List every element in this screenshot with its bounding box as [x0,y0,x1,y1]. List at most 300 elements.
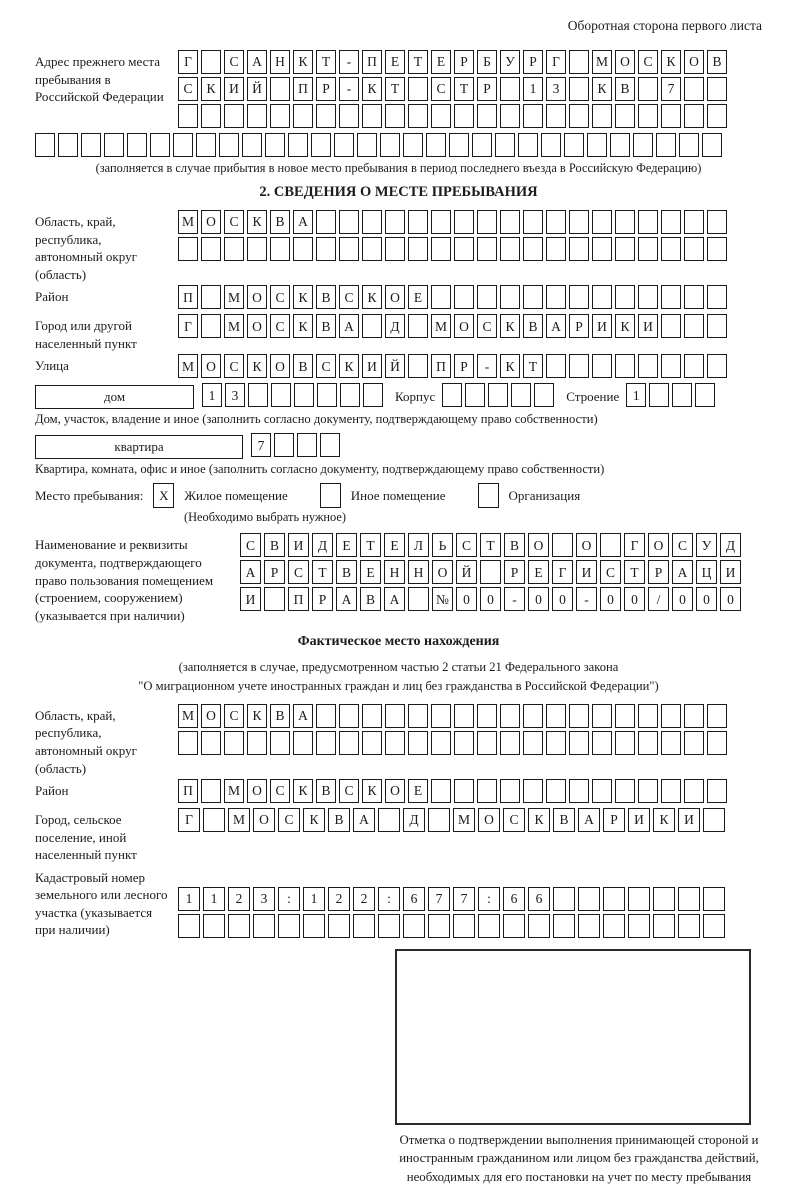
char-cell[interactable] [615,104,635,128]
char-cell[interactable] [408,77,428,101]
char-cell[interactable] [477,210,497,234]
char-cell[interactable] [454,237,474,261]
char-cell[interactable] [603,887,625,911]
char-cell[interactable] [357,133,377,157]
char-cell[interactable] [454,210,474,234]
char-cell[interactable] [628,914,650,938]
char-cell[interactable]: М [228,808,250,832]
char-cell[interactable]: И [638,314,658,338]
char-cell[interactable]: 0 [600,587,621,611]
char-cell[interactable] [684,354,704,378]
char-cell[interactable]: К [339,354,359,378]
char-cell[interactable]: О [528,533,549,557]
char-cell[interactable]: В [316,314,336,338]
char-cell[interactable] [546,237,566,261]
char-cell[interactable]: Т [360,533,381,557]
char-cell[interactable]: Б [477,50,497,74]
char-cell[interactable]: А [293,210,313,234]
char-cell[interactable] [523,104,543,128]
char-cell[interactable]: Т [523,354,543,378]
char-cell[interactable] [81,133,101,157]
char-cell[interactable] [546,104,566,128]
char-cell[interactable]: К [247,704,267,728]
char-cell[interactable] [362,210,382,234]
char-cell[interactable] [638,779,658,803]
char-cell[interactable] [615,237,635,261]
char-cell[interactable] [449,133,469,157]
char-cell[interactable]: 1 [303,887,325,911]
char-cell[interactable]: 3 [546,77,566,101]
char-cell[interactable] [569,210,589,234]
char-cell[interactable]: 1 [178,887,200,911]
char-cell[interactable]: С [316,354,336,378]
char-cell[interactable]: А [672,560,693,584]
char-cell[interactable] [454,779,474,803]
char-cell[interactable] [592,704,612,728]
char-cell[interactable]: И [592,314,612,338]
char-cell[interactable] [638,354,658,378]
char-cell[interactable]: 0 [552,587,573,611]
char-cell[interactable]: В [553,808,575,832]
char-cell[interactable]: Р [264,560,285,584]
char-cell[interactable] [385,210,405,234]
char-cell[interactable] [316,104,336,128]
char-cell[interactable]: С [339,285,359,309]
char-cell[interactable] [339,237,359,261]
char-cell[interactable]: С [278,808,300,832]
char-cell[interactable] [615,704,635,728]
char-cell[interactable] [253,914,275,938]
char-cell[interactable] [707,704,727,728]
char-cell[interactable]: В [316,779,336,803]
char-cell[interactable] [362,237,382,261]
char-cell[interactable]: 2 [353,887,375,911]
char-cell[interactable] [293,237,313,261]
char-cell[interactable] [472,133,492,157]
char-cell[interactable] [58,133,78,157]
char-cell[interactable]: Г [546,50,566,74]
char-cell[interactable]: У [500,50,520,74]
char-cell[interactable]: М [224,285,244,309]
char-cell[interactable] [178,914,200,938]
char-cell[interactable]: С [270,314,290,338]
char-cell[interactable] [270,237,290,261]
char-cell[interactable] [569,77,589,101]
char-cell[interactable]: С [288,560,309,584]
char-cell[interactable] [695,383,715,407]
char-cell[interactable]: И [240,587,261,611]
char-cell[interactable] [703,914,725,938]
char-cell[interactable] [271,383,291,407]
char-cell[interactable]: 6 [528,887,550,911]
char-cell[interactable] [592,779,612,803]
char-cell[interactable] [288,133,308,157]
char-cell[interactable]: И [720,560,741,584]
char-cell[interactable] [316,704,336,728]
char-cell[interactable] [679,133,699,157]
char-cell[interactable]: К [293,314,313,338]
char-cell[interactable] [684,237,704,261]
char-cell[interactable] [707,731,727,755]
char-cell[interactable] [649,383,669,407]
char-cell[interactable]: К [653,808,675,832]
char-cell[interactable] [201,237,221,261]
char-cell[interactable] [408,104,428,128]
char-cell[interactable] [600,533,621,557]
char-cell[interactable] [684,210,704,234]
char-cell[interactable] [615,779,635,803]
char-cell[interactable]: Г [624,533,645,557]
char-cell[interactable]: Р [454,354,474,378]
char-cell[interactable]: К [500,354,520,378]
char-cell[interactable] [378,808,400,832]
char-cell[interactable]: О [576,533,597,557]
char-cell[interactable] [201,314,221,338]
char-cell[interactable]: С [270,779,290,803]
char-cell[interactable]: П [362,50,382,74]
char-cell[interactable] [592,210,612,234]
char-cell[interactable] [454,731,474,755]
char-cell[interactable] [178,104,198,128]
char-cell[interactable] [578,887,600,911]
char-cell[interactable]: 1 [203,887,225,911]
char-cell[interactable]: С [672,533,693,557]
char-cell[interactable] [488,383,508,407]
char-cell[interactable] [592,731,612,755]
char-cell[interactable] [316,731,336,755]
char-cell[interactable] [678,914,700,938]
char-cell[interactable] [385,104,405,128]
char-cell[interactable] [684,704,704,728]
char-cell[interactable] [638,237,658,261]
char-cell[interactable] [264,587,285,611]
char-cell[interactable] [320,433,340,457]
char-cell[interactable] [500,104,520,128]
char-cell[interactable] [661,314,681,338]
char-cell[interactable]: К [500,314,520,338]
char-cell[interactable] [201,50,221,74]
checkbox-zhiloe[interactable]: X [153,483,174,508]
char-cell[interactable]: 0 [480,587,501,611]
char-cell[interactable] [661,237,681,261]
char-cell[interactable] [523,731,543,755]
char-cell[interactable] [428,808,450,832]
char-cell[interactable]: С [339,779,359,803]
char-cell[interactable] [201,731,221,755]
char-cell[interactable]: Г [552,560,573,584]
char-cell[interactable]: П [288,587,309,611]
char-cell[interactable] [534,383,554,407]
char-cell[interactable] [247,731,267,755]
char-cell[interactable]: Т [624,560,645,584]
char-cell[interactable]: № [432,587,453,611]
char-cell[interactable] [408,237,428,261]
char-cell[interactable]: К [362,779,382,803]
char-cell[interactable] [408,731,428,755]
char-cell[interactable]: О [201,210,221,234]
char-cell[interactable]: Т [408,50,428,74]
char-cell[interactable]: Р [648,560,669,584]
char-cell[interactable]: О [247,314,267,338]
char-cell[interactable] [403,914,425,938]
char-cell[interactable]: К [247,354,267,378]
char-cell[interactable]: Ь [432,533,453,557]
char-cell[interactable]: Е [408,779,428,803]
char-cell[interactable]: К [528,808,550,832]
char-cell[interactable] [127,133,147,157]
char-cell[interactable]: К [661,50,681,74]
char-cell[interactable]: О [247,285,267,309]
char-cell[interactable] [428,914,450,938]
char-cell[interactable]: Г [178,314,198,338]
char-cell[interactable]: В [336,560,357,584]
char-cell[interactable]: О [247,779,267,803]
char-cell[interactable] [242,133,262,157]
char-cell[interactable]: О [478,808,500,832]
char-cell[interactable] [201,104,221,128]
char-cell[interactable]: Н [384,560,405,584]
char-cell[interactable] [353,914,375,938]
char-cell[interactable]: Е [336,533,357,557]
char-cell[interactable]: - [576,587,597,611]
char-cell[interactable]: В [316,285,336,309]
char-cell[interactable] [477,285,497,309]
char-cell[interactable]: - [339,50,359,74]
char-cell[interactable]: 1 [626,383,646,407]
char-cell[interactable] [334,133,354,157]
char-cell[interactable]: Т [316,50,336,74]
char-cell[interactable]: С [638,50,658,74]
char-cell[interactable]: В [504,533,525,557]
char-cell[interactable]: Г [178,50,198,74]
char-cell[interactable]: В [270,704,290,728]
char-cell[interactable] [477,731,497,755]
char-cell[interactable]: П [293,77,313,101]
char-cell[interactable] [569,779,589,803]
char-cell[interactable] [294,383,314,407]
char-cell[interactable]: А [578,808,600,832]
char-cell[interactable] [569,285,589,309]
char-cell[interactable] [707,237,727,261]
char-cell[interactable]: В [360,587,381,611]
char-cell[interactable] [339,704,359,728]
checkbox-inoe[interactable] [320,483,341,508]
char-cell[interactable]: Й [456,560,477,584]
char-cell[interactable] [178,731,198,755]
char-cell[interactable] [703,808,725,832]
char-cell[interactable]: О [270,354,290,378]
char-cell[interactable]: Р [504,560,525,584]
char-cell[interactable] [569,704,589,728]
char-cell[interactable] [500,77,520,101]
char-cell[interactable]: 2 [328,887,350,911]
char-cell[interactable] [672,383,692,407]
char-cell[interactable]: В [293,354,313,378]
char-cell[interactable] [707,314,727,338]
char-cell[interactable] [684,314,704,338]
char-cell[interactable]: О [454,314,474,338]
char-cell[interactable]: П [178,779,198,803]
char-cell[interactable] [546,285,566,309]
char-cell[interactable]: 3 [253,887,275,911]
char-cell[interactable]: А [353,808,375,832]
char-cell[interactable]: А [293,704,313,728]
char-cell[interactable] [339,104,359,128]
char-cell[interactable] [592,104,612,128]
char-cell[interactable] [362,731,382,755]
char-cell[interactable]: М [178,354,198,378]
char-cell[interactable]: 2 [228,887,250,911]
char-cell[interactable]: Р [316,77,336,101]
char-cell[interactable] [385,704,405,728]
char-cell[interactable]: И [678,808,700,832]
char-cell[interactable] [638,77,658,101]
char-cell[interactable] [426,133,446,157]
char-cell[interactable] [431,704,451,728]
char-cell[interactable]: 7 [428,887,450,911]
char-cell[interactable] [503,914,525,938]
char-cell[interactable]: А [336,587,357,611]
char-cell[interactable]: 0 [528,587,549,611]
char-cell[interactable]: О [615,50,635,74]
char-cell[interactable] [219,133,239,157]
char-cell[interactable]: К [303,808,325,832]
char-cell[interactable] [523,210,543,234]
char-cell[interactable] [523,704,543,728]
char-cell[interactable]: Д [312,533,333,557]
char-cell[interactable] [653,887,675,911]
char-cell[interactable] [385,731,405,755]
char-cell[interactable] [552,533,573,557]
char-cell[interactable] [500,237,520,261]
char-cell[interactable] [293,104,313,128]
char-cell[interactable]: Т [385,77,405,101]
char-cell[interactable]: - [504,587,525,611]
char-cell[interactable] [431,731,451,755]
char-cell[interactable] [528,914,550,938]
char-cell[interactable] [465,383,485,407]
char-cell[interactable] [553,914,575,938]
char-cell[interactable] [546,704,566,728]
char-cell[interactable]: 0 [720,587,741,611]
char-cell[interactable] [656,133,676,157]
char-cell[interactable]: А [240,560,261,584]
char-cell[interactable] [638,704,658,728]
char-cell[interactable]: М [453,808,475,832]
char-cell[interactable] [615,285,635,309]
char-cell[interactable] [453,914,475,938]
char-cell[interactable]: 3 [225,383,245,407]
char-cell[interactable]: К [362,77,382,101]
char-cell[interactable] [661,704,681,728]
char-cell[interactable]: Р [603,808,625,832]
char-cell[interactable]: С [477,314,497,338]
char-cell[interactable] [431,779,451,803]
char-cell[interactable] [408,354,428,378]
char-cell[interactable]: С [224,704,244,728]
char-cell[interactable]: С [600,560,621,584]
char-cell[interactable]: С [240,533,261,557]
char-cell[interactable] [661,731,681,755]
char-cell[interactable] [703,887,725,911]
char-cell[interactable] [523,779,543,803]
char-cell[interactable] [378,914,400,938]
char-cell[interactable] [339,210,359,234]
char-cell[interactable] [247,237,267,261]
char-cell[interactable]: 0 [456,587,477,611]
char-cell[interactable] [661,104,681,128]
char-cell[interactable]: А [339,314,359,338]
checkbox-organizaciya[interactable] [478,483,499,508]
char-cell[interactable] [569,731,589,755]
char-cell[interactable] [633,133,653,157]
char-cell[interactable] [150,133,170,157]
char-cell[interactable] [224,731,244,755]
char-cell[interactable] [248,383,268,407]
char-cell[interactable] [270,77,290,101]
char-cell[interactable]: А [384,587,405,611]
char-cell[interactable] [541,133,561,157]
char-cell[interactable]: 0 [696,587,717,611]
char-cell[interactable]: К [293,285,313,309]
char-cell[interactable] [224,104,244,128]
char-cell[interactable]: К [362,285,382,309]
char-cell[interactable] [303,914,325,938]
char-cell[interactable]: : [378,887,400,911]
char-cell[interactable] [274,433,294,457]
char-cell[interactable] [35,133,55,157]
char-cell[interactable] [500,285,520,309]
char-cell[interactable]: Р [312,587,333,611]
char-cell[interactable]: 7 [661,77,681,101]
char-cell[interactable] [553,887,575,911]
char-cell[interactable] [442,383,462,407]
char-cell[interactable] [431,285,451,309]
char-cell[interactable] [478,914,500,938]
char-cell[interactable]: - [477,354,497,378]
char-cell[interactable]: О [684,50,704,74]
char-cell[interactable]: В [264,533,285,557]
char-cell[interactable] [610,133,630,157]
char-cell[interactable]: Р [477,77,497,101]
char-cell[interactable] [173,133,193,157]
char-cell[interactable] [316,210,336,234]
char-cell[interactable]: Е [384,533,405,557]
char-cell[interactable] [104,133,124,157]
char-cell[interactable] [569,50,589,74]
char-cell[interactable] [431,104,451,128]
char-cell[interactable]: М [178,704,198,728]
char-cell[interactable] [511,383,531,407]
char-cell[interactable]: М [224,779,244,803]
char-cell[interactable] [316,237,336,261]
char-cell[interactable] [546,354,566,378]
char-cell[interactable] [278,914,300,938]
char-cell[interactable]: К [293,50,313,74]
char-cell[interactable] [328,914,350,938]
char-cell[interactable]: Е [408,285,428,309]
char-cell[interactable] [569,354,589,378]
char-cell[interactable] [638,731,658,755]
char-cell[interactable]: : [478,887,500,911]
char-cell[interactable]: В [523,314,543,338]
char-cell[interactable]: Т [454,77,474,101]
char-cell[interactable]: Д [720,533,741,557]
char-cell[interactable]: В [615,77,635,101]
char-cell[interactable]: О [385,779,405,803]
char-cell[interactable] [265,133,285,157]
char-cell[interactable]: М [178,210,198,234]
